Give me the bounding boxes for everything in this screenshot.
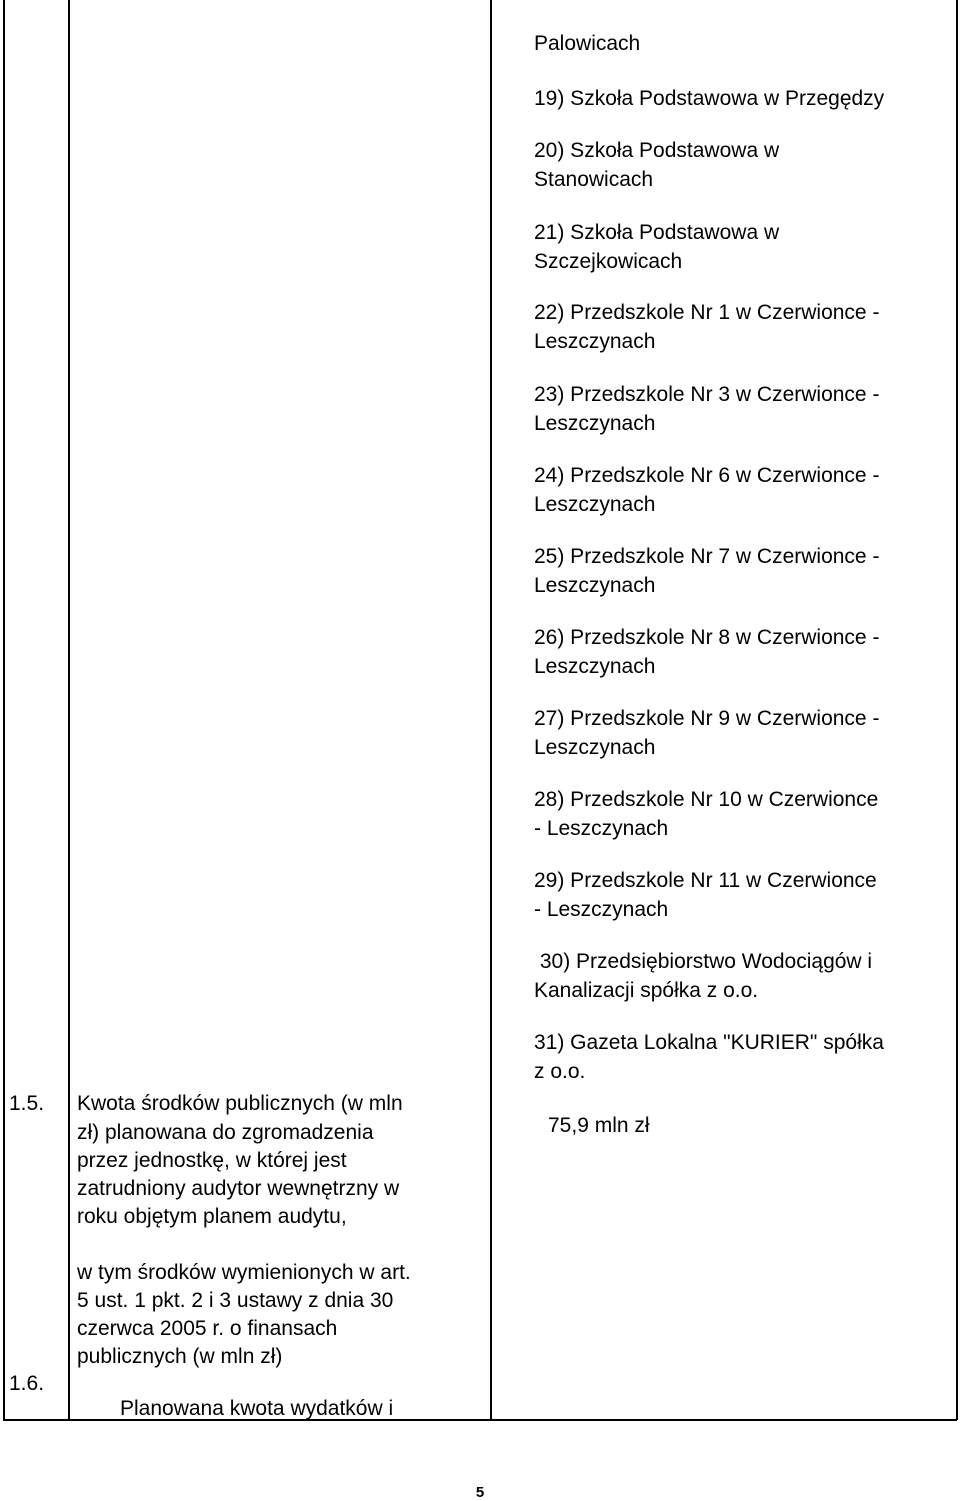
list-item-line: Leszczynach bbox=[534, 412, 656, 435]
row-1-5-sub-line: publicznych (w mln zł) bbox=[77, 1345, 283, 1368]
table-border-col2 bbox=[490, 0, 492, 1420]
row-1-5-sub-line: w tym środków wymienionych w art. bbox=[77, 1261, 411, 1284]
list-item bbox=[534, 84, 954, 113]
list-item-line: Leszczynach bbox=[534, 574, 656, 597]
list-item-line: 22) Przedszkole Nr 1 w Czerwionce - bbox=[534, 301, 880, 324]
list-item-line: 23) Przedszkole Nr 3 w Czerwionce - bbox=[534, 383, 880, 406]
list-item-line: Leszczynach bbox=[534, 655, 656, 678]
list-item bbox=[534, 785, 954, 843]
list-item-line: 30) Przedsiębiorstwo Wodociągów i bbox=[534, 950, 873, 973]
row-1-5-value: 75,9 mln zł bbox=[548, 1114, 650, 1137]
list-item-line: Kanalizacji spółka z o.o. bbox=[534, 979, 759, 1002]
list-item bbox=[534, 623, 954, 681]
table-border-left bbox=[3, 0, 5, 1420]
row-number-1-6: 1.6. bbox=[9, 1372, 45, 1395]
row-1-5-description-line: roku objętym planem audytu, bbox=[77, 1205, 347, 1228]
row-1-5-sub-line: czerwca 2005 r. o finansach bbox=[77, 1317, 338, 1340]
list-item-line: Szczejkowicach bbox=[534, 250, 683, 273]
row-1-5-sub-line: 5 ust. 1 pkt. 2 i 3 ustawy z dnia 30 bbox=[77, 1289, 394, 1312]
list-item-line: Leszczynach bbox=[534, 330, 656, 353]
table-border-col1 bbox=[68, 0, 70, 1420]
list-item bbox=[534, 947, 954, 1005]
list-item-line: 20) Szkoła Podstawowa w bbox=[534, 139, 780, 162]
list-item-line: 28) Przedszkole Nr 10 w Czerwionce bbox=[534, 788, 879, 811]
list-item bbox=[534, 1028, 954, 1086]
row-1-5-description-line: zatrudniony audytor wewnętrzny w bbox=[77, 1177, 400, 1200]
list-item-line: Leszczynach bbox=[534, 493, 656, 516]
row-1-5-description-line: Kwota środków publicznych (w mln bbox=[77, 1092, 403, 1115]
list-item bbox=[534, 298, 954, 356]
list-item bbox=[534, 136, 954, 194]
row-1-5-description-line: zł) planowana do zgromadzenia bbox=[77, 1121, 374, 1144]
table-border-right bbox=[956, 0, 958, 1420]
list-item-line: 27) Przedszkole Nr 9 w Czerwionce - bbox=[534, 707, 880, 730]
list-item bbox=[534, 461, 954, 519]
list-item bbox=[534, 704, 954, 762]
list-item bbox=[534, 542, 954, 600]
list-item-line: 29) Przedszkole Nr 11 w Czerwionce bbox=[534, 869, 877, 892]
list-item-line: 21) Szkoła Podstawowa w bbox=[534, 221, 780, 244]
list-item-line: Leszczynach bbox=[534, 736, 656, 759]
list-item-line: 31) Gazeta Lokalna "KURIER" spółka bbox=[534, 1031, 884, 1054]
list-item bbox=[534, 29, 954, 58]
list-item bbox=[534, 380, 954, 438]
list-item-line: 25) Przedszkole Nr 7 w Czerwionce - bbox=[534, 545, 880, 568]
list-item-line: 24) Przedszkole Nr 6 w Czerwionce - bbox=[534, 464, 880, 487]
row-number-1-5: 1.5. bbox=[9, 1092, 45, 1115]
list-item-line: 26) Przedszkole Nr 8 w Czerwionce - bbox=[534, 626, 880, 649]
page-number: 5 bbox=[475, 1484, 485, 1501]
row-1-5-description-line: przez jednostkę, w której jest bbox=[77, 1149, 347, 1172]
list-item-line: 19) Szkoła Podstawowa w Przegędzy bbox=[534, 87, 885, 110]
row-1-6-description: Planowana kwota wydatków i bbox=[120, 1397, 394, 1420]
list-item bbox=[534, 866, 954, 924]
list-item-line: Stanowicach bbox=[534, 168, 654, 191]
list-item-line: Palowicach bbox=[534, 32, 641, 55]
list-item bbox=[534, 218, 954, 276]
list-item-line: z o.o. bbox=[534, 1060, 586, 1083]
list-item-line: - Leszczynach bbox=[534, 817, 669, 840]
list-item-line: - Leszczynach bbox=[534, 898, 669, 921]
